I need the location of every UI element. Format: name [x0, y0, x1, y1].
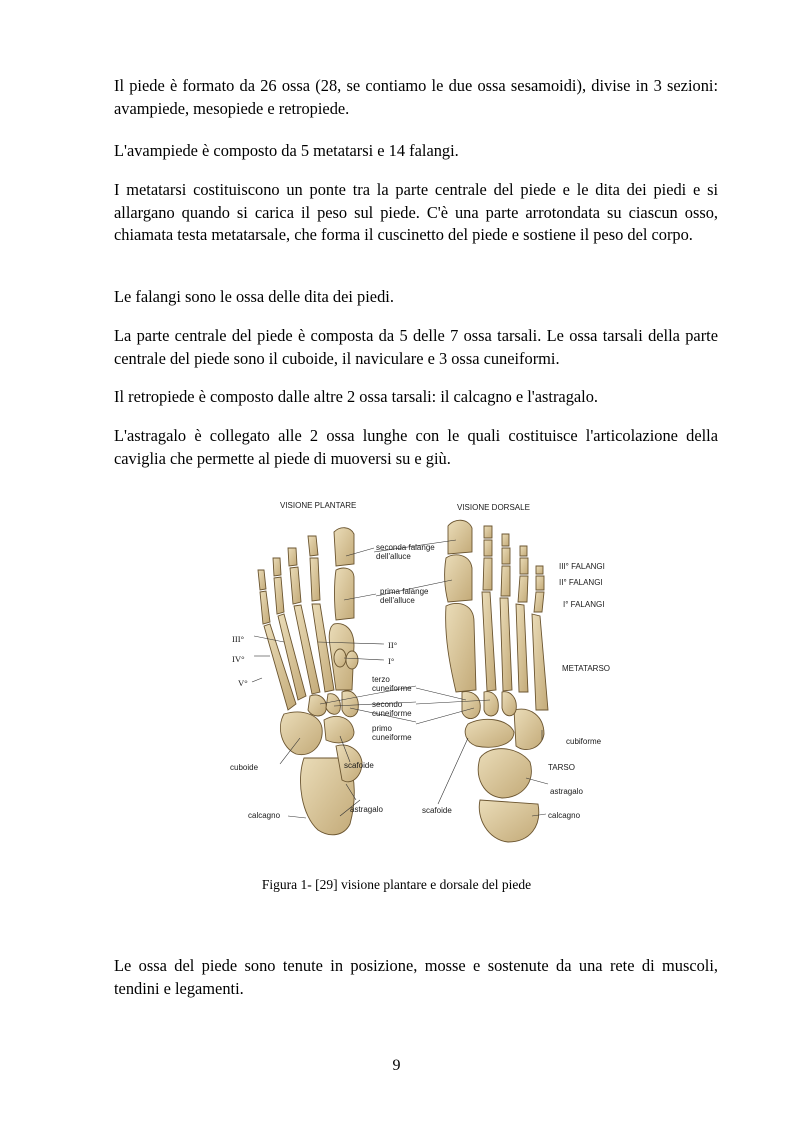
paragraph-phalanges: Le falangi sono le ossa delle dita dei piedi.	[114, 287, 394, 306]
label-scafoide-dorsal: scafoide	[422, 806, 452, 815]
label-iii-metatarsal: III°	[232, 634, 245, 644]
dorsal-foot-drawing	[445, 520, 548, 842]
label-astragalo-plantar: astragalo	[350, 805, 383, 814]
label-scafoide: scafoide	[344, 761, 374, 770]
paragraph-forefoot: L'avampiede è composto da 5 metatarsi e 14 falangi.	[114, 141, 459, 160]
label-calcagno-plantar: calcagno	[248, 811, 281, 820]
paragraph-muscles: Le ossa del piede sono tenute in posizione, mosse e sostenute da una rete di muscoli, tendini e legamenti.	[114, 956, 718, 998]
label-ii-metatarsal: II°	[388, 640, 398, 650]
label-ii-falangi: II° FALANGI	[559, 578, 603, 587]
label-cuboide: cuboide	[230, 763, 259, 772]
label-i-falangi: I° FALANGI	[563, 600, 605, 609]
label-cubiforme: cubiforme	[566, 737, 602, 746]
label-i-metatarsal: I°	[388, 656, 395, 666]
foot-anatomy-figure	[226, 496, 618, 848]
label-primo-cuneiforme: cuneiforme	[372, 733, 412, 742]
paragraph-metatarsals: I metatarsi costituiscono un ponte tra la parte centrale del piede e le dita dei piedi e si allargano quando si carica il peso sul piede. C'è una parte arrotondata su ciascun osso, chiamata testa metatarsale, che forma il cuscinetto del piede e sostiene il peso del corpo.	[114, 180, 718, 244]
foot-anatomy-illustration	[226, 496, 618, 848]
paragraph-bone-count: Il piede è formato da 26 ossa (28, se contiamo le due ossa sesamoidi), divise in 3 sezioni: avampiede, mesopiede e retropiede.	[114, 76, 718, 118]
label-seconda-falange: seconda falange	[376, 543, 435, 552]
label-metatarso: METATARSO	[562, 664, 610, 673]
label-astragalo-dorsal: astragalo	[550, 787, 583, 796]
label-seconda-falange-alluce: dell'alluce	[376, 552, 411, 561]
label-visione-plantare: VISIONE PLANTARE	[280, 501, 357, 510]
figure-caption: Figura 1- [29] visione plantare e dorsale del piede	[261, 877, 532, 892]
label-prima-falange: prima falange	[380, 587, 429, 596]
label-tarso: TARSO	[548, 763, 575, 772]
paragraph-hindfoot: Il retropiede è composto dalle altre 2 ossa tarsali: il calcagno e l'astragalo.	[114, 387, 599, 406]
label-visione-dorsale: VISIONE DORSALE	[457, 503, 530, 512]
plantar-foot-drawing	[258, 528, 362, 835]
label-calcagno-dorsal: calcagno	[548, 811, 581, 820]
paragraph-talus: L'astragalo è collegato alle 2 ossa lunghe con le quali costituisce l'articolazione della caviglia che permette al piede di muoversi su e giù.	[114, 426, 718, 468]
label-prima-falange-alluce: dell'alluce	[380, 596, 415, 605]
label-terzo: terzo	[372, 675, 390, 684]
label-iv-metatarsal: IV°	[232, 654, 245, 664]
label-secondo-cuneiforme: cuneiforme	[372, 709, 412, 718]
label-primo: primo	[372, 724, 393, 733]
label-v-metatarsal: V°	[238, 678, 248, 688]
label-terzo-cuneiforme: cuneiforme	[372, 684, 412, 693]
label-iii-falangi: III° FALANGI	[559, 562, 605, 571]
page-number: 9	[392, 1057, 401, 1074]
label-secondo: secondo	[372, 700, 403, 709]
paragraph-midfoot: La parte centrale del piede è composta da 5 delle 7 ossa tarsali. Le ossa tarsali della parte centrale del piede sono il cuboide, il naviculare e 3 ossa cuneiformi.	[114, 326, 718, 368]
